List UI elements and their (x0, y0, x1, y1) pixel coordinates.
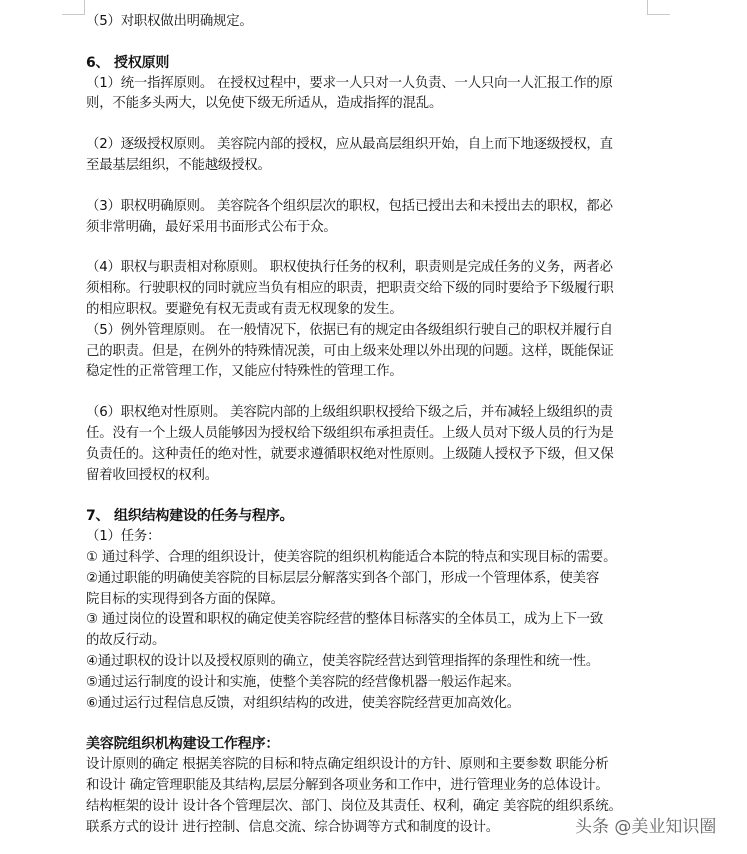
procedure-heading: 美容院组织机构建设工作程序： (86, 736, 280, 753)
paragraph-line: 和设计 确定管理职能及其结构,层层分解到各项业务和工作中，进行管理业务的总体设计。 (86, 777, 609, 793)
paragraph-line: 联系方式的设计 进行控制、信息交流、综合协调等方式和制度的设计。 (86, 819, 499, 835)
paragraph-line: 须相称。行驶职权的同时就应当负有相应的职责，把职责交给下级的同时要给予下级履行职 (86, 281, 614, 297)
paragraph-line: 任。没有一个上级人员能够因为授权给下级组织布承担责任。上级人员对下级人员的行为是 (86, 425, 614, 441)
list-item: ⑤通过运行制度的设计和实施，使整个美容院的经营像机器一般运作起来。 (86, 674, 520, 690)
paragraph-line: （5）例外管理原则。 在一般情况下，依据已有的规定由各级组织行驶自己的职权并履行自 (86, 322, 613, 338)
paragraph-line: （1）统一指挥原则。 在授权过程中，要求一人只对一人负责、一人只向一人汇报工作的原 (86, 75, 613, 91)
list-item: ④通过职权的设计以及授权原则的确立，使美容院经营达到管理指挥的条理性和统一性。 (86, 653, 600, 669)
margin-corner-mark-right (647, 0, 670, 15)
list-item-continued: 的故反行动。 (86, 633, 166, 649)
list-item: ① 通过科学、合理的组织设计，使美容院的组织机构能适合本院的特点和实现目标的需要。 (86, 549, 617, 565)
paragraph-line: 至最基层组织，不能越级授权。 (86, 157, 271, 173)
document-body (86, 12, 646, 838)
paragraph-line: （4）职权与职责相对称原则。 职权使执行任务的权利，职责则是完成任务的义务，两者必 (86, 260, 613, 276)
paragraph-line: （3）职权明确原则。 美容院各个组织层次的职权，包括已授出去和未授出去的职权，都必 (86, 198, 613, 214)
paragraph-line: 己的职责。但是，在例外的特殊情况羡，可由上级来处理以外出现的问题。这样，既能保证 (86, 343, 614, 359)
section-heading-6: 6、 授权原则 (86, 54, 170, 71)
list-item: ③ 通过岗位的设置和职权的确定使美容院经营的整体目标落实的全体员工，成为上下一致 (86, 612, 604, 628)
paragraph-line: （5）对职权做出明确规定。 (86, 14, 253, 29)
paragraph-line: 设计原则的确定 根据美容院的目标和特点确定组织设计的方针、原则和主要参数 职能分析 (86, 757, 609, 773)
paragraph-line: （1）任务： (86, 529, 161, 545)
list-item: ⑥通过运行过程信息反馈，对组织结构的改进，使美容院经营更加高效化。 (86, 695, 520, 711)
paragraph-line: 留着收回授权的权利。 (86, 467, 218, 483)
paragraph-line: 则，不能多头两大，以免使下级无所适从，造成指挥的混乱。 (86, 96, 443, 112)
paragraph-line: 稳定性的正常管理工作，又能应付特殊性的管理工作。 (86, 364, 403, 380)
paragraph-line: （6）职权绝对性原则。 美容院内部的上级组织职权授给下级之后，并布减轻上级组织的责 (86, 405, 613, 421)
margin-corner-mark-left (62, 0, 85, 15)
section-heading-7: 7、 组织结构建设的任务与程序。 (86, 508, 294, 525)
paragraph-line: 结构框架的设计 设计各个管理层次、部门、岗位及其责任、权利，确定 美容院的组织系统。 (86, 798, 622, 814)
paragraph-line: 的相应职权。要避免有权无责或有责无权现象的发生。 (86, 301, 403, 317)
list-item: ②通过职能的明确使美容院的目标层层分解落实到各个部门，形成一个管理体系，使美容 (86, 570, 600, 586)
watermark: 头条 @美业知识圈 (575, 817, 717, 837)
paragraph-line: 须非常明确，最好采用书面形式公布于众。 (86, 219, 337, 235)
paragraph-line: （2）逐级授权原则。 美容院内部的授权，应从最高层组织开始，自上而下地逐级授权，直 (86, 137, 613, 153)
list-item-continued: 院目标的实现得到各方面的保障。 (86, 591, 284, 607)
paragraph-line: 负责任的。这种责任的绝对性，就要求遵循职权绝对性原则。上级随人授权予下级，但又保 (86, 446, 614, 462)
